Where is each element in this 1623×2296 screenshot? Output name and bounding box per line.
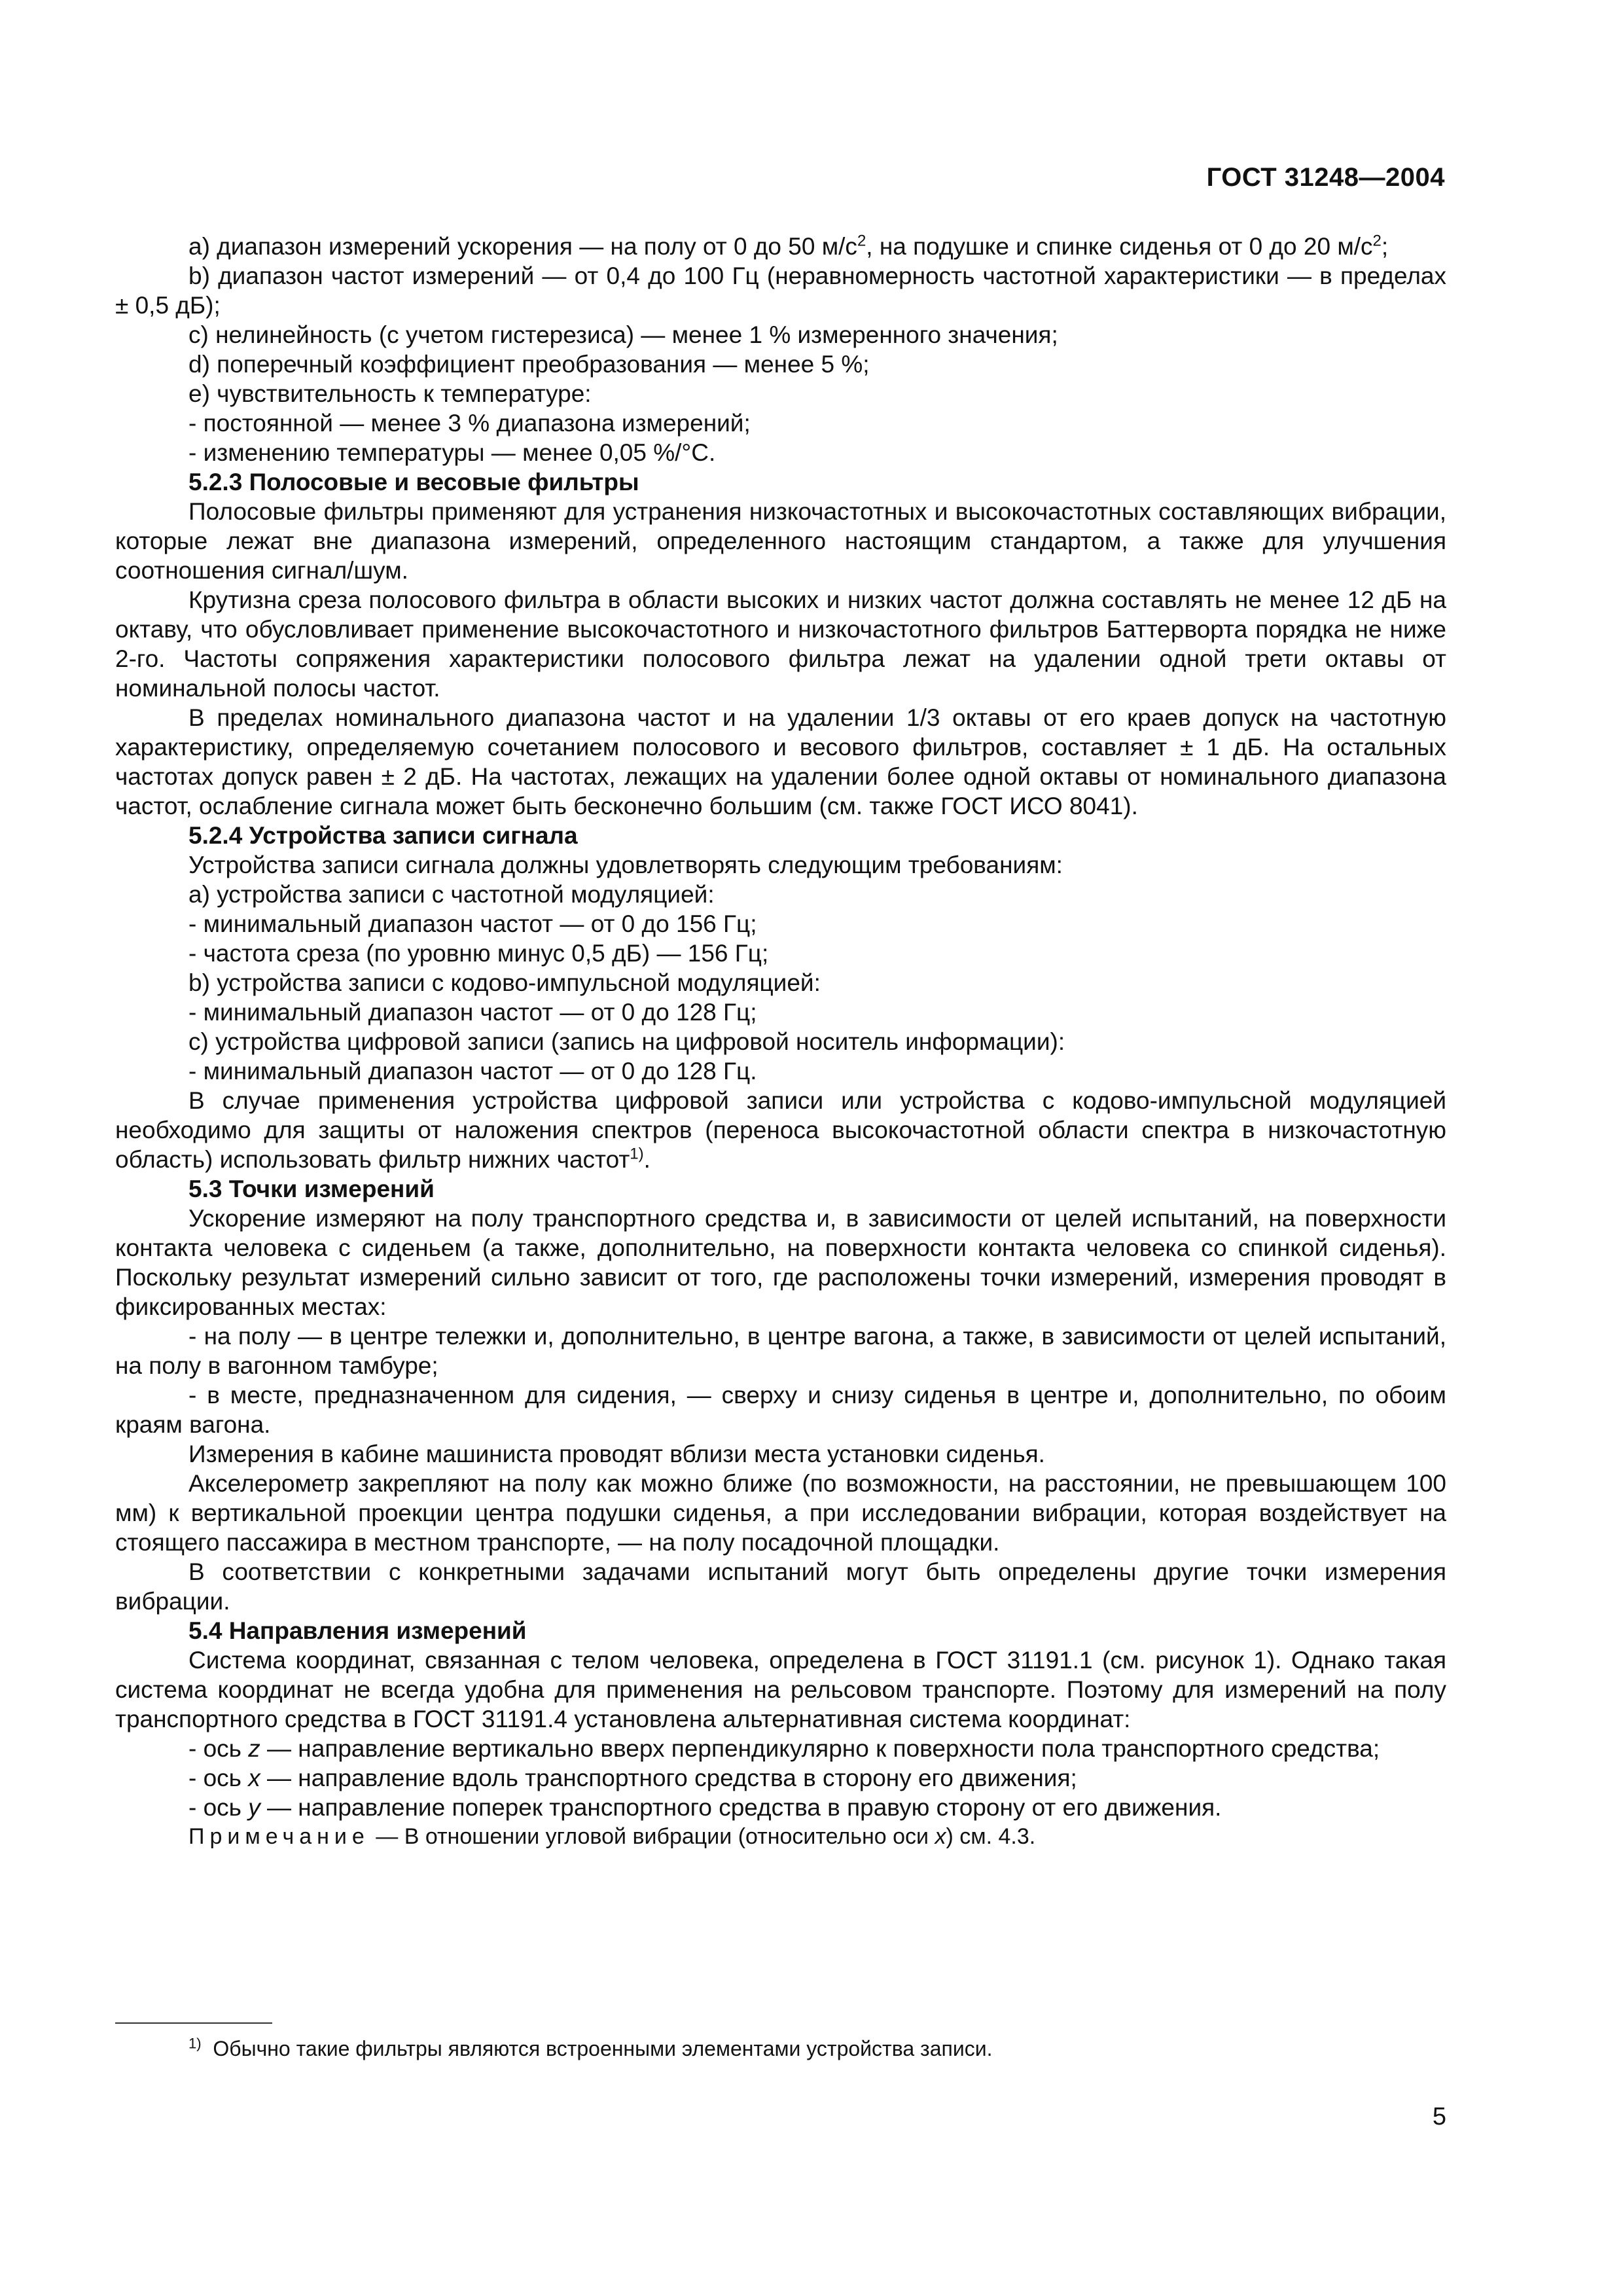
paragraph: Полосовые фильтры применяют для устранения низкочастотных и высокочастотных составляющих вибрации, которые лежат вне диапазона измерений, определенного настоящим стандартом, а также для улучшения соотношения сигнал/шум. [115, 498, 1446, 584]
list-subitem: - частота среза (по уровню минус 0,5 дБ) — 156 Гц; [188, 940, 769, 967]
paragraph: Устройства записи сигнала должны удовлетворять следующим требованиям: [188, 852, 1063, 878]
footnote [188, 2036, 992, 2062]
axis-item-x: - ось x — направление вдоль транспортного средства в сторону его движения; [188, 1765, 1077, 1791]
list-item-b: b) диапазон частот измерений — от 0,4 до 100 Гц (неравномерность частотной характеристики — в пределах ± 0,5 дБ); [115, 262, 1446, 319]
section-heading-5-2-4: 5.2.4 Устройства записи сигнала [188, 822, 578, 849]
list-item: а) устройства записи с частотной модуляцией: [188, 881, 715, 908]
paragraph: Измерения в кабине машиниста проводят вблизи места установки сиденья. [188, 1441, 1045, 1467]
paragraph: Система координат, связанная с телом человека, определена в ГОСТ 31191.1 (см. рисунок 1). Однако такая система координат не всегда удобна для применения на рельсовом транспорте. Поэтому для измерений на полу транспортного средства в ГОСТ 31191.4 установлена альтернативная система координат: [115, 1647, 1446, 1732]
list-item: - на полу — в центре тележки и, дополнительно, в центре вагона, а также, в зависимости от целей испытаний, на полу в вагонном тамбуре; [115, 1323, 1446, 1379]
page-number: 5 [1432, 2103, 1446, 2130]
footnote-ref: 1) [630, 1145, 644, 1163]
list-subitem: - изменению температуры — менее 0,05 %/°С. [188, 439, 716, 466]
axis-item-z: - ось z — направление вертикально вверх перпендикулярно к поверхности пола транспортного средства; [188, 1735, 1380, 1762]
paragraph: В пределах номинального диапазона частот и на удалении 1/3 октавы от его краев допуск на частотную характеристику, определяемую сочетанием полосового и весового фильтров, составляет ± 1 дБ. На остальных частотах допуск равен ± 2 дБ. На частотах, лежащих на удалении более одной октавы от номинального диапазона частот, ослабление сигнала может быть бесконечно большим (см. также ГОСТ ИСО 8041). [115, 704, 1446, 819]
footnote-mark: 1) [188, 2035, 202, 2052]
paragraph: Акселерометр закрепляют на полу как можно ближе (по возможности, на расстоянии, не превышающем 100 мм) к вертикальной проекции центра подушки сиденья, а при исследовании вибрации, которая воздействует на стоящего пассажира в местном транспорте, — на полу посадочной площадки. [115, 1470, 1446, 1556]
paragraph: Крутизна среза полосового фильтра в области высоких и низких частот должна составлять не менее 12 дБ на октаву, что обусловливает применение высокочастотного и низкочастотного фильтров Баттерворта порядка не ниже 2-го. Частоты сопряжения характеристики полосового фильтра лежат на удалении одной трети октавы от номинальной полосы частот. [115, 586, 1446, 702]
list-subitem: - минимальный диапазон частот — от 0 до 128 Гц. [188, 1058, 757, 1085]
paragraph: Ускорение измеряют на полу транспортного средства и, в зависимости от целей испытаний, на поверхности контакта человека с сиденьем (а также, дополнительно, на поверхности контакта человека со спинкой сиденья). Поскольку результат измерений сильно зависит от того, где расположены точки измерений, измерения проводят в фиксированных местах: [115, 1205, 1446, 1320]
note-label: Примечание [188, 1824, 370, 1849]
list-item-a: а) диапазон измерений ускорения — на полу от 0 до 50 $м/с^2$, на подушке и спинке сиденья от 0 до 20 $м/с^2$; [188, 232, 1389, 260]
list-item-e: e) чувствительность к температуре: [188, 380, 592, 407]
list-item-d: d) поперечный коэффициент преобразования — менее 5 %; [188, 351, 870, 378]
section-heading-5-4: 5.4 Направления измерений [188, 1617, 527, 1644]
standard-header: ГОСТ 31248—2004 [1206, 163, 1445, 192]
paragraph: В соответствии с конкретными задачами испытаний могут быть определены другие точки измерения вибрации. [115, 1558, 1446, 1615]
list-item: b) устройства записи с кодово-импульсной модуляцией: [188, 969, 821, 996]
page-body [115, 232, 1446, 1852]
section-heading-5-3: 5.3 Точки измерений [188, 1175, 435, 1202]
list-item-c: c) нелинейность (с учетом гистерезиса) — менее 1 % измеренного значения; [188, 321, 1058, 348]
footnote-divider [115, 2022, 272, 2024]
list-subitem: - минимальный диапазон частот — от 0 до 128 Гц; [188, 999, 757, 1026]
section-heading-5-2-3: 5.2.3 Полосовые и весовые фильтры [188, 469, 639, 495]
footnote-text: Обычно такие фильтры являются встроенными элементами устройства записи. [213, 2037, 993, 2060]
list-item: c) устройства цифровой записи (запись на цифровой носитель информации): [188, 1028, 1065, 1055]
paragraph: В случае применения устройства цифровой записи или устройства с кодово-импульсной модуляцией необходимо для защиты от наложения спектров (переноса высокочастотной области спектра в низкочастотную область) использовать фильтр нижних частот$^{1)}$. [115, 1087, 1446, 1173]
note: Примечание — В отношении угловой вибрации (относительно оси x) см. 4.3. [188, 1824, 1036, 1849]
list-item: - в месте, предназначенном для сидения, — сверху и снизу сиденья в центре и, дополнительно, по обоим краям вагона. [115, 1382, 1446, 1438]
axis-item-y: - ось y — направление поперек транспортного средства в правую сторону от его движения. [188, 1794, 1222, 1821]
list-subitem: - постоянной — менее 3 % диапазона измерений; [188, 410, 751, 437]
list-subitem: - минимальный диапазон частот — от 0 до 156 Гц; [188, 910, 757, 937]
